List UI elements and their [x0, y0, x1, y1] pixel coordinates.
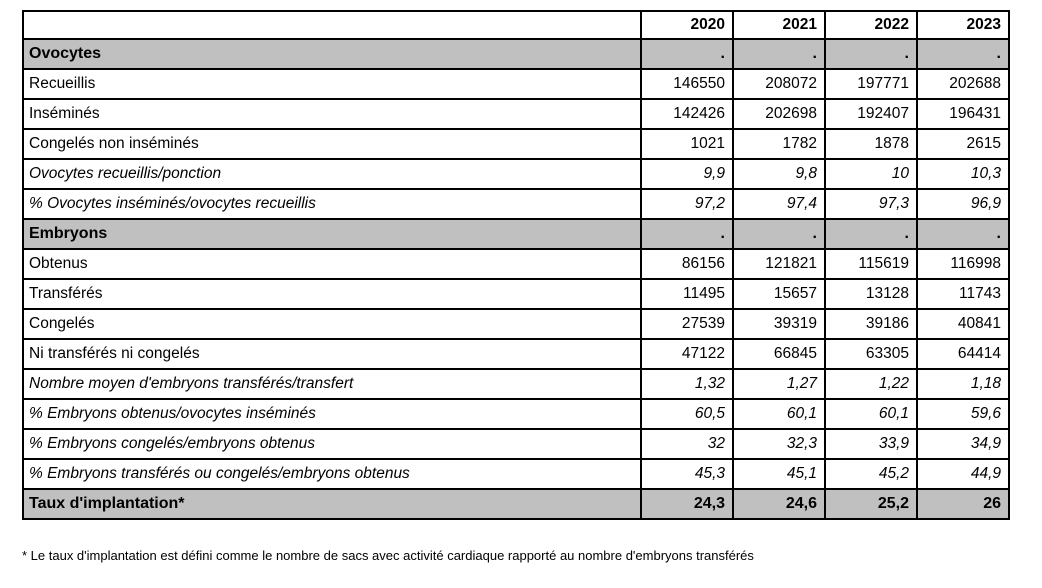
cell-value: 44,9: [917, 459, 1009, 489]
cell-value: .: [641, 39, 733, 69]
table-row: [23, 369, 1009, 399]
table-header: [23, 11, 1009, 39]
cell-value: 47122: [641, 339, 733, 369]
column-header-year: 2020: [641, 11, 733, 39]
cell-value: 26: [917, 489, 1009, 519]
cell-value: 96,9: [917, 189, 1009, 219]
column-header-year: 2022: [825, 11, 917, 39]
row-label: Nombre moyen d'embryons transférés/transfert: [23, 369, 641, 399]
cell-value: 146550: [641, 69, 733, 99]
cell-value: 39186: [825, 309, 917, 339]
cell-value: .: [825, 219, 917, 249]
row-label: Recueillis: [23, 69, 641, 99]
column-header-blank: [23, 11, 641, 39]
cell-value: 39319: [733, 309, 825, 339]
cell-value: 202698: [733, 99, 825, 129]
table-row: [23, 489, 1009, 519]
cell-value: 66845: [733, 339, 825, 369]
row-label: Congelés non inséminés: [23, 129, 641, 159]
cell-value: 192407: [825, 99, 917, 129]
cell-value: 97,3: [825, 189, 917, 219]
row-label: % Embryons transférés ou congelés/embryons obtenus: [23, 459, 641, 489]
cell-value: 1,18: [917, 369, 1009, 399]
cell-value: 97,2: [641, 189, 733, 219]
cell-value: 63305: [825, 339, 917, 369]
cell-value: 2615: [917, 129, 1009, 159]
cell-value: 25,2: [825, 489, 917, 519]
cell-value: 15657: [733, 279, 825, 309]
cell-value: 27539: [641, 309, 733, 339]
stats-table: [22, 10, 1010, 520]
cell-value: 9,9: [641, 159, 733, 189]
row-label: Ovocytes recueillis/ponction: [23, 159, 641, 189]
row-label: Transférés: [23, 279, 641, 309]
table-row: [23, 459, 1009, 489]
table-row: [23, 129, 1009, 159]
cell-value: 59,6: [917, 399, 1009, 429]
cell-value: 1,27: [733, 369, 825, 399]
cell-value: 115619: [825, 249, 917, 279]
table-row: [23, 159, 1009, 189]
table-row: [23, 249, 1009, 279]
table-row: [23, 189, 1009, 219]
cell-value: 197771: [825, 69, 917, 99]
cell-value: 32,3: [733, 429, 825, 459]
cell-value: 60,5: [641, 399, 733, 429]
cell-value: .: [733, 39, 825, 69]
row-label: Congelés: [23, 309, 641, 339]
cell-value: 64414: [917, 339, 1009, 369]
cell-value: 208072: [733, 69, 825, 99]
cell-value: .: [733, 219, 825, 249]
cell-value: 60,1: [733, 399, 825, 429]
table-row: [23, 69, 1009, 99]
cell-value: 1,22: [825, 369, 917, 399]
cell-value: 11495: [641, 279, 733, 309]
cell-value: 24,6: [733, 489, 825, 519]
cell-value: 10: [825, 159, 917, 189]
row-label: Ni transférés ni congelés: [23, 339, 641, 369]
cell-value: 97,4: [733, 189, 825, 219]
cell-value: 24,3: [641, 489, 733, 519]
row-label: % Ovocytes inséminés/ovocytes recueillis: [23, 189, 641, 219]
table-row: [23, 339, 1009, 369]
cell-value: 1878: [825, 129, 917, 159]
table-row: [23, 99, 1009, 129]
table-row: [23, 279, 1009, 309]
cell-value: 196431: [917, 99, 1009, 129]
cell-value: .: [825, 39, 917, 69]
table-row: [23, 429, 1009, 459]
row-label: Obtenus: [23, 249, 641, 279]
table-row: [23, 399, 1009, 429]
cell-value: 34,9: [917, 429, 1009, 459]
row-label: % Embryons obtenus/ovocytes inséminés: [23, 399, 641, 429]
cell-value: 13128: [825, 279, 917, 309]
cell-value: 45,1: [733, 459, 825, 489]
column-header-year: 2023: [917, 11, 1009, 39]
cell-value: 116998: [917, 249, 1009, 279]
cell-value: 1,32: [641, 369, 733, 399]
cell-value: 45,2: [825, 459, 917, 489]
cell-value: 1021: [641, 129, 733, 159]
row-label: Taux d'implantation*: [23, 489, 641, 519]
cell-value: 40841: [917, 309, 1009, 339]
cell-value: 45,3: [641, 459, 733, 489]
row-label: % Embryons congelés/embryons obtenus: [23, 429, 641, 459]
table-row: [23, 309, 1009, 339]
cell-value: 32: [641, 429, 733, 459]
table-header-row: [23, 11, 1009, 39]
row-label: Embryons: [23, 219, 641, 249]
cell-value: 1782: [733, 129, 825, 159]
table-row: [23, 219, 1009, 249]
row-label: Inséminés: [23, 99, 641, 129]
cell-value: 142426: [641, 99, 733, 129]
cell-value: 10,3: [917, 159, 1009, 189]
cell-value: 33,9: [825, 429, 917, 459]
cell-value: .: [917, 39, 1009, 69]
cell-value: 202688: [917, 69, 1009, 99]
cell-value: 121821: [733, 249, 825, 279]
footnote: * Le taux d'implantation est défini comme le nombre de sacs avec activité cardiaque rapporté au nombre d'embryons transférés: [22, 548, 754, 563]
table-body: [23, 39, 1009, 519]
row-label: Ovocytes: [23, 39, 641, 69]
cell-value: .: [917, 219, 1009, 249]
cell-value: .: [641, 219, 733, 249]
cell-value: 9,8: [733, 159, 825, 189]
table-row: [23, 39, 1009, 69]
column-header-year: 2021: [733, 11, 825, 39]
cell-value: 86156: [641, 249, 733, 279]
cell-value: 60,1: [825, 399, 917, 429]
cell-value: 11743: [917, 279, 1009, 309]
